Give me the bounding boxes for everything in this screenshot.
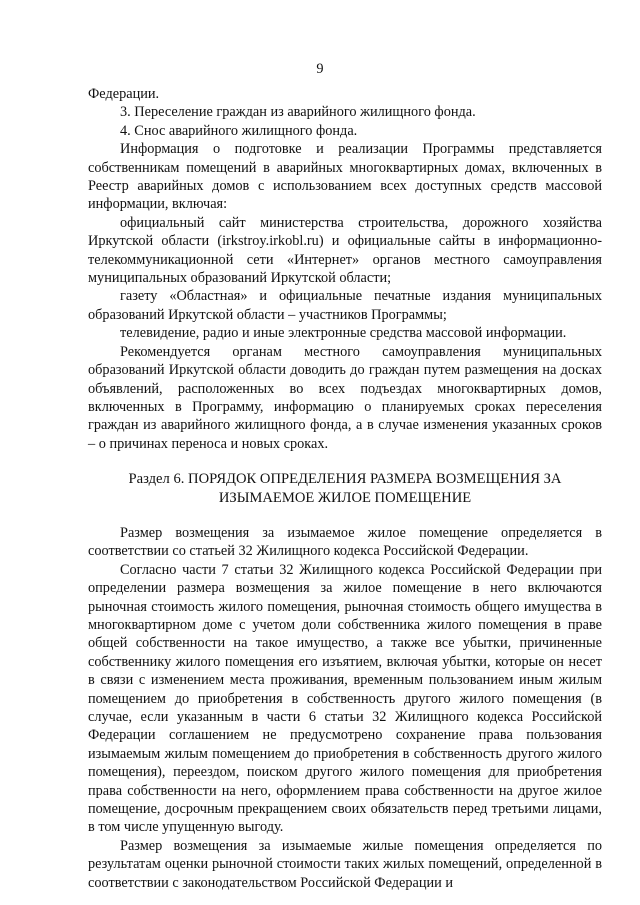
section-heading (88, 470, 602, 507)
list-item: 3. Переселение граждан из аварийного жилищного фонда. (120, 104, 476, 121)
list-item: 4. Снос аварийного жилищного фонда. (120, 122, 358, 139)
paragraph: Информация о подготовке и реализации Программы представляется собственникам помещений в аварийных многоквартирных домах, включенных в Реестр аварийных домов с использованием всех доступных средств массовой информации, включая: (88, 141, 602, 213)
paragraph: Рекомендуется органам местного самоуправления муниципальных образований Иркутской области доводить до граждан путем размещения на досках объявлений, расположенных во всех подъездах многоквартирных домов, включенных в Программу, информацию о планируемых сроках переселения граждан из аварийного жилищного фонда, а в случае изменения указанных сроков – о причинах переноса и новых сроках. (88, 343, 602, 452)
paragraph: Размер возмещения за изымаемое жилое помещение определяется в соответствии со статьей 32 Жилищного кодекса Российской Федерации. (88, 524, 602, 560)
list-item: телевидение, радио и иные электронные средства массовой информации. (120, 325, 567, 342)
paragraph: Размер возмещения за изымаемые жилые помещения определяется по результатам оценки рыночной стоимости таких жилых помещений, определенной в соответствии с законодательством Российской Федерации и (88, 837, 602, 891)
paragraph: Согласно части 7 статьи 32 Жилищного кодекса Российской Федерации при определении размера возмещения за жилое помещение в него включаются рыночная стоимость жилого помещения, рыночная стоимость общего имущества в многоквартирном доме с учетом доли собственника жилого помещения в праве общей собственности на такое имущество, а также все убытки, причиненные собственнику жилого помещения его изъятием, включая убытки, которые он несет в связи с изменением места проживания, временным пользованием иным жилым помещением до приобретения в собственность другого жилого помещения (в случае, если указанным в части 6 статьи 32 Жилищного кодекса Российской Федерации соглашением не предусмотрено сохранение права пользования изымаемым жилым помещением до приобретения в собственность другого жилого помещения), переездом, поиском другого жилого помещения для приобретения права собственности на него, оформлением права собственности на другое жилое помещение, досрочным прекращением своих обязательств перед третьими лицами, в том числе упущенную выгоду. (88, 561, 602, 836)
page-number: 9 (316, 61, 324, 77)
section-heading-line-2: ИЗЫМАЕМОЕ ЖИЛОЕ ПОМЕЩЕНИЕ (218, 489, 472, 506)
paragraph: Федерации. (88, 86, 160, 102)
section-heading-line-1: Раздел 6. ПОРЯДОК ОПРЕДЕЛЕНИЯ РАЗМЕРА ВОЗМЕЩЕНИЯ ЗА (128, 471, 562, 488)
document-body (88, 85, 602, 892)
list-item: официальный сайт министерства строительства, дорожного хозяйства Иркутской области (irkstroy.irkobl.ru) и официальные сайты в информационно-телекоммуникационной сети «Интернет» органов местного самоуправления муниципальных образований Иркутской области; (88, 214, 602, 287)
list-item: газету «Областная» и официальные печатные издания муниципальных образований Иркутской области – участников Программы; (88, 288, 602, 323)
